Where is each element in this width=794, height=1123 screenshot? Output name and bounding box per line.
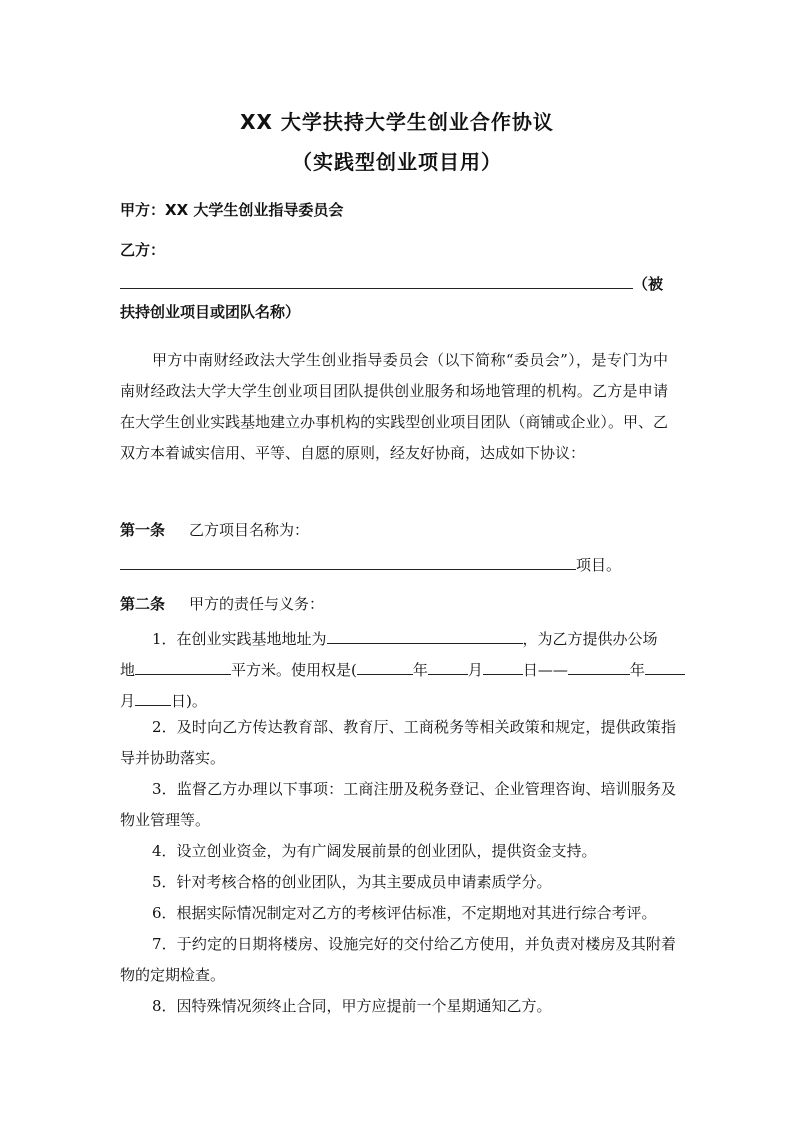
list-item: 7．于约定的日期将楼房、设施完好的交付给乙方使用，并负责对楼房及其附着物的定期检查。: [120, 935, 676, 984]
item-1-part-3: 地: [120, 661, 136, 679]
party-b-name-blank[interactable]: [120, 270, 633, 289]
article-1-label: 第一条: [120, 521, 166, 539]
party-b-label: 乙方：: [120, 241, 166, 259]
document-subtitle: （实践型创业项目用）: [292, 150, 502, 174]
document-title: XX 大学扶持大学生创业合作协议: [240, 110, 554, 134]
year-label-2: 年: [629, 661, 645, 679]
item-1-row-2: [120, 656, 685, 680]
month-label-2: 月: [120, 692, 136, 710]
site-address-blank[interactable]: [327, 625, 523, 644]
article-1-heading: [120, 520, 309, 540]
area-blank[interactable]: [135, 656, 231, 675]
article-2-label: 第二条: [120, 595, 166, 613]
year-label: 年: [412, 661, 428, 679]
day-label: 日——: [522, 661, 568, 679]
start-month-blank[interactable]: [428, 656, 468, 675]
party-a: 甲方：XX 大学生创业指导委员会: [120, 201, 344, 219]
article-2-text: 甲方的责任与义务：: [189, 595, 325, 613]
end-day-blank[interactable]: [135, 687, 171, 706]
article-2-heading: [120, 594, 324, 614]
intro-paragraph: 甲方中南财经政法大学生创业指导委员会（以下简称“委员会”），是专门为中南财经政法大学大学生创业项目团队提供创业服务和场地管理的机构。乙方是申请在大学生创业实践基地建立办事机构的实践型创业项目团队（商铺或企业）。甲、乙双方本着诚实信用、平等、自愿的原则，经友好协商，达成如下协议：: [120, 351, 668, 462]
item-1-row-1: [152, 625, 658, 649]
party-b-note: 扶持创业项目或团队名称）: [120, 303, 301, 321]
end-year-tail-blank[interactable]: [645, 656, 685, 675]
start-year-blank[interactable]: [357, 656, 413, 675]
end-year-blank[interactable]: [568, 656, 630, 675]
list-item: 8．因特殊情况须终止合同，甲方应提前一个星期通知乙方。: [152, 997, 552, 1015]
start-day-blank[interactable]: [483, 656, 523, 675]
article-1-blank-row: [120, 551, 621, 575]
party-b-blank-suffix: （被: [633, 275, 664, 293]
item-1-part-4: 平方米。使用权是(: [231, 661, 357, 679]
project-name-blank[interactable]: [120, 551, 576, 570]
article-1-suffix: 项目。: [576, 556, 622, 574]
item-1-part-2: ，为乙方提供办公场: [522, 630, 658, 648]
article-1-text: 乙方项目名称为：: [189, 521, 310, 539]
party-b-name-row: [120, 270, 663, 294]
list-item: 6．根据实际情况制定对乙方的考核评估标准，不定期地对其进行综合考评。: [152, 904, 657, 922]
item-1-row-3: [120, 687, 207, 711]
list-item: 5．针对考核合格的创业团队，为其主要成员申请素质学分。: [152, 873, 552, 891]
list-item: 4．设立创业资金，为有广阔发展前景的创业团队，提供资金支持。: [152, 842, 597, 860]
day-label-2: 日)。: [171, 692, 207, 710]
item-1-part-1: 1．在创业实践基地地址为: [152, 630, 327, 648]
list-item: 3．监督乙方办理以下事项：工商注册及税务登记、企业管理咨询、培训服务及物业管理等。: [120, 780, 676, 829]
month-label: 月: [467, 661, 483, 679]
list-item: 2．及时向乙方传达教育部、教育厅、工商税务等相关政策和规定，提供政策指导并协助落实。: [120, 718, 676, 767]
